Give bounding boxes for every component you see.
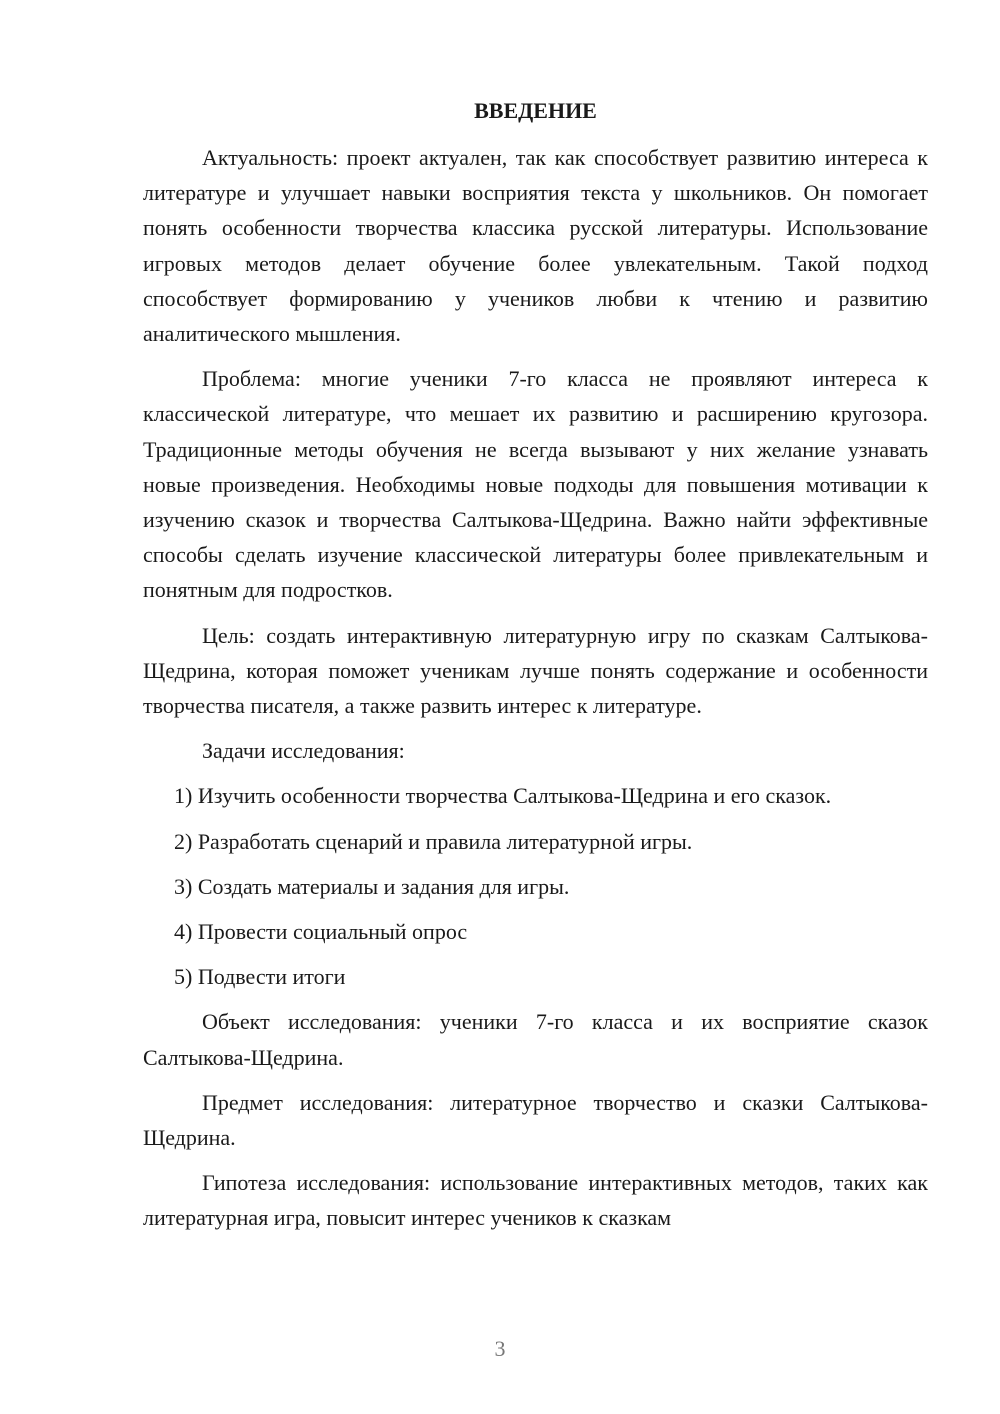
list-item: 2) Разработать сценарий и правила литературной игры. xyxy=(174,828,693,854)
paragraph-goal: Цель: создать интерактивную литературную игру по сказкам Салтыкова-Щедрина, которая поможет ученикам лучше понять содержание и особенности творчества писателя, а также развить интерес к литературе. xyxy=(143,622,928,719)
list-item: 4) Провести социальный опрос xyxy=(174,919,468,945)
paragraph-subject: Предмет исследования: литературное творчество и сказки Салтыкова-Щедрина. xyxy=(143,1089,928,1151)
tasks-list xyxy=(143,778,928,994)
paragraph-object: Объект исследования: ученики 7-го класса и их восприятие сказок Салтыкова-Щедрина. xyxy=(143,1009,928,1070)
paragraph-hypothesis: Гипотеза исследования: использование интерактивных методов, таких как литературная игра, повысит интерес учеников к сказкам xyxy=(143,1170,928,1231)
paragraph-relevance: Актуальность: проект актуален, так как способствует развитию интереса к литературе и улучшает навыки восприятия текста у школьников. Он помогает понять особенности творчества классика русской литературы. Использование игровых методов делает обучение более увлекательным. Такой подход способствует формированию у учеников любви к чтению и развитию аналитического мышления. xyxy=(143,145,928,347)
list-item: 1) Изучить особенности творчества Салтыкова-Щедрина и его сказок. xyxy=(174,783,832,809)
tasks-title: Задачи исследования: xyxy=(202,738,405,764)
page-number: 3 xyxy=(494,1336,506,1361)
document-page xyxy=(143,96,928,1246)
list-item: 5) Подвести итоги xyxy=(174,964,346,990)
paragraph-problem: Проблема: многие ученики 7-го класса не проявляют интереса к классической литературе, что мешает их развитию и расширению кругозора. Традиционные методы обучения не всегда вызывают у них желание узнавать новые произведения. Необходимы новые подходы для повышения мотивации к изучению сказок и творчества Салтыкова-Щедрина. Важно найти эффективные способы сделать изучение классической литературы более привлекательным и понятным для подростков. xyxy=(143,366,928,603)
page-title: ВВЕДЕНИЕ xyxy=(474,98,597,123)
list-item: 3) Создать материалы и задания для игры. xyxy=(174,873,570,899)
